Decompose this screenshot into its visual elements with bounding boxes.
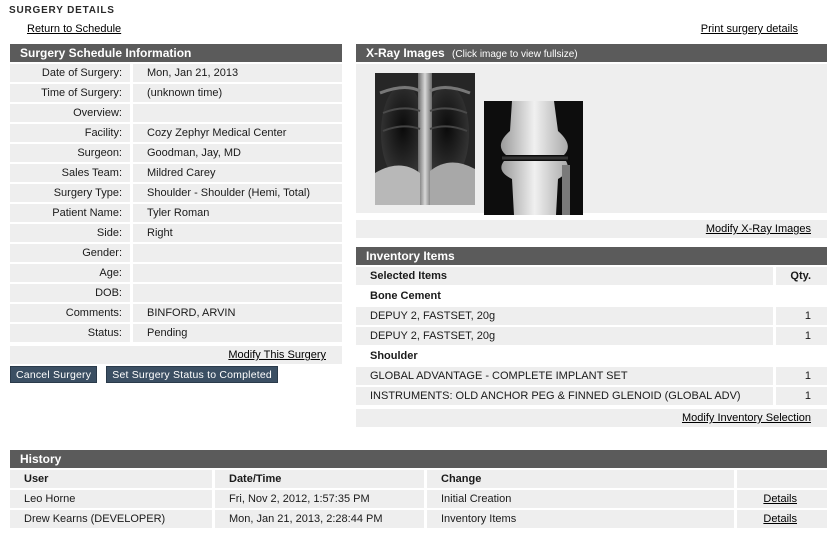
modify-surgery-link[interactable]: Modify This Surgery [228,349,326,361]
history-user: Drew Kearns (DEVELOPER) [10,510,212,528]
inventory-item-qty: 1 [773,387,827,405]
history-details-cell [734,490,827,508]
info-label: Overview: [10,104,130,122]
info-row-dob [10,284,342,302]
surgery-info-table [10,62,342,344]
print-surgery-details-link[interactable]: Print surgery details [700,23,798,35]
xray-images-panel [356,44,827,238]
info-value [130,284,342,302]
info-value [130,264,342,282]
inventory-item-row [356,387,827,405]
inventory-column-headers [356,267,827,285]
history-user: Leo Horne [10,490,212,508]
inventory-group-name: Shoulder [356,347,827,365]
info-row-surgery-type [10,184,342,202]
inventory-group-row [356,287,827,305]
history-datetime: Mon, Jan 21, 2013, 2:28:44 PM [212,510,424,528]
col-change: Change [424,470,734,488]
inventory-item-qty: 1 [773,367,827,385]
xray-header-note: (Click image to view fullsize) [452,49,578,60]
history-datetime: Fri, Nov 2, 2012, 1:57:35 PM [212,490,424,508]
info-label: Status: [10,324,130,342]
inventory-header: Inventory Items [356,247,827,265]
set-status-completed-button[interactable]: Set Surgery Status to Completed [106,366,278,383]
info-label: Surgeon: [10,144,130,162]
info-value: Right [130,224,342,242]
history-details-link[interactable]: Details [763,493,797,505]
info-label: Sales Team: [10,164,130,182]
info-row-facility [10,124,342,142]
col-user: User [10,470,212,488]
info-value: Mon, Jan 21, 2013 [130,64,342,82]
inventory-item-name: DEPUY 2, FASTSET, 20g [356,307,773,325]
modify-surgery-bar [10,346,342,364]
chest-xray-image[interactable] [375,73,475,205]
info-row-comments [10,304,342,322]
info-row-age [10,264,342,282]
info-row-status [10,324,342,342]
info-label: Patient Name: [10,204,130,222]
info-value: BINFORD, ARVIN [130,304,342,322]
inventory-table [356,265,827,407]
inventory-item-qty: 1 [773,307,827,325]
modify-inventory-bar [356,409,827,427]
xray-images-header [356,44,827,62]
history-table [10,468,827,530]
info-label: Age: [10,264,130,282]
knee-xray-image[interactable] [484,101,583,215]
history-header: History [10,450,827,468]
info-value: Tyler Roman [130,204,342,222]
info-row-surgeon [10,144,342,162]
col-selected-items: Selected Items [356,267,773,285]
inventory-group-name: Bone Cement [356,287,827,305]
inventory-item-row [356,307,827,325]
info-row-overview [10,104,342,122]
xray-gallery [356,64,827,213]
info-row-gender [10,244,342,262]
info-value: Mildred Carey [130,164,342,182]
inventory-item-name: DEPUY 2, FASTSET, 20g [356,327,773,345]
info-value: Shoulder - Shoulder (Hemi, Total) [130,184,342,202]
history-panel [10,450,827,530]
inventory-item-name: INSTRUMENTS: OLD ANCHOR PEG & FINNED GLENOID (GLOBAL ADV) [356,387,773,405]
history-row [10,510,827,528]
info-label: Time of Surgery: [10,84,130,102]
info-row-date [10,64,342,82]
history-change: Inventory Items [424,510,734,528]
info-row-side [10,224,342,242]
inventory-group-row [356,347,827,365]
info-row-patient-name [10,204,342,222]
info-value [130,104,342,122]
surgery-schedule-panel [10,44,342,383]
surgery-schedule-header: Surgery Schedule Information [10,44,342,62]
history-details-cell [734,510,827,528]
info-label: Surgery Type: [10,184,130,202]
col-actions [734,470,827,488]
info-value: Goodman, Jay, MD [130,144,342,162]
xray-header-title: X-Ray Images [366,46,445,60]
history-change: Initial Creation [424,490,734,508]
modify-xray-bar [356,220,827,238]
return-to-schedule-link[interactable]: Return to Schedule [27,23,122,35]
surgery-actions [10,366,342,383]
history-row [10,490,827,508]
info-label: DOB: [10,284,130,302]
info-value [130,244,342,262]
info-label: Gender: [10,244,130,262]
info-label: Facility: [10,124,130,142]
page-title: SURGERY DETAILS [9,5,115,16]
info-label: Comments: [10,304,130,322]
modify-xray-images-link[interactable]: Modify X-Ray Images [705,223,811,235]
info-value: Cozy Zephyr Medical Center [130,124,342,142]
info-row-time [10,84,342,102]
modify-inventory-selection-link[interactable]: Modify Inventory Selection [681,412,811,424]
inventory-item-name: GLOBAL ADVANTAGE - COMPLETE IMPLANT SET [356,367,773,385]
inventory-item-qty: 1 [773,327,827,345]
history-details-link[interactable]: Details [763,513,797,525]
info-row-sales-team [10,164,342,182]
info-value: Pending [130,324,342,342]
history-column-headers [10,470,827,488]
info-value: (unknown time) [130,84,342,102]
col-qty: Qty. [773,267,827,285]
info-label: Side: [10,224,130,242]
cancel-surgery-button[interactable]: Cancel Surgery [10,366,97,383]
inventory-item-row [356,367,827,385]
col-datetime: Date/Time [212,470,424,488]
inventory-panel [356,247,827,427]
info-label: Date of Surgery: [10,64,130,82]
inventory-item-row [356,327,827,345]
